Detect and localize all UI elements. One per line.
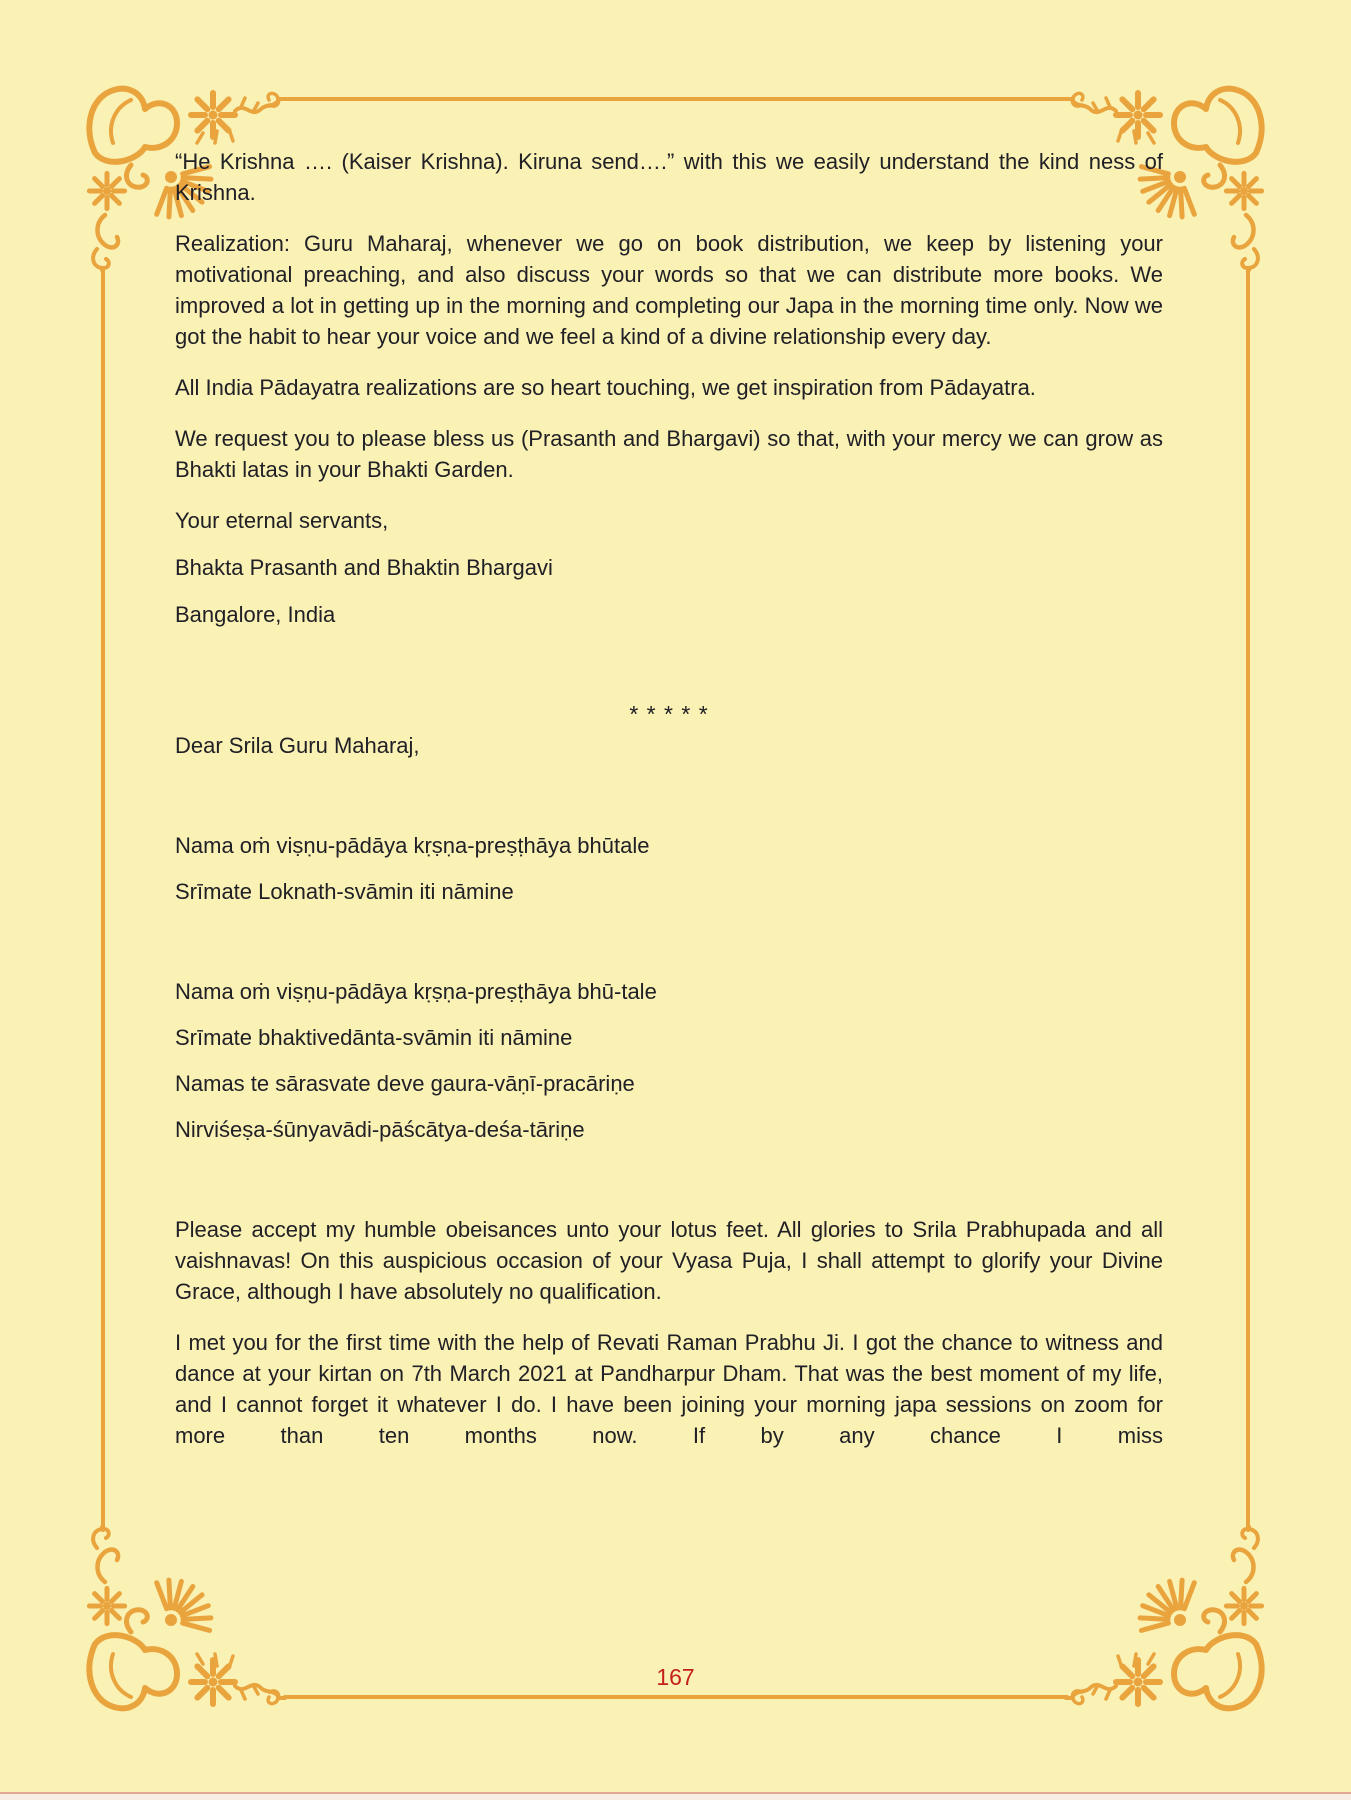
- paragraph: “He Krishna …. (Kaiser Krishna). Kiruna send….” with this we easily understand the kind ness of Krishna.: [175, 149, 1163, 205]
- paragraph: We request you to please bless us (Prasanth and Bhargavi) so that, with your mercy we can grow as Bhakti latas in your Bhakti Garden.: [175, 426, 1163, 482]
- verse-line: Srīmate bhaktivedānta-svāmin iti nāmine: [175, 1025, 573, 1050]
- verse-line: Srīmate Loknath-svāmin iti nāmine: [175, 879, 514, 904]
- frame-rule-left: [101, 266, 105, 1532]
- letter-1-signatories: Bhakta Prasanth and Bhaktin Bhargavi: [175, 555, 553, 580]
- verse-line: Nama oṁ viṣṇu-pādāya kṛṣṇa-preṣṭhāya bhū-tale: [175, 979, 657, 1004]
- paragraph: Realization: Guru Maharaj, whenever we go on book distribution, we keep by listening your motivational preaching, and also discuss your words so that we can distribute more books. We improved a lot in getting up in the morning and completing our Japa in the morning time only. Now we got the habit to hear your voice and we feel a kind of a divine relationship every day.: [175, 231, 1163, 349]
- sanskrit-verse-2: [175, 976, 1163, 1145]
- paragraph: I met you for the first time with the help of Revati Raman Prabhu Ji. I got the chance to witness and dance at your kirtan on 7th March 2021 at Pandharpur Dham. That was the best moment of my life, and I cannot forget it whatever I do. I have been joining your morning japa sessions on zoom for more than ten months now. If by any chance I miss: [175, 1330, 1163, 1448]
- paragraph: All India Pādayatra realizations are so heart touching, we get inspiration from Pādayatra.: [175, 375, 1036, 400]
- letter-1-body: [175, 146, 1163, 505]
- sanskrit-verse-1: [175, 830, 1163, 907]
- letter-1-closing: Your eternal servants,: [175, 508, 389, 533]
- verse-line: Nirviśeṣa-śūnyavādi-pāścātya-deśa-tāriṇe: [175, 1117, 585, 1142]
- page-text-column: [175, 146, 1163, 1451]
- page-number: 167: [656, 1664, 695, 1690]
- letter-2-salutation: Dear Srila Guru Maharaj,: [175, 733, 420, 758]
- frame-rule-right: [1246, 266, 1250, 1532]
- letter-1-location: Bangalore, India: [175, 602, 336, 627]
- frame-rule-top: [283, 97, 1069, 101]
- verse-line: Namas te sārasvate deve gaura-vāṇī-pracāriṇe: [175, 1071, 635, 1096]
- verse-line: Nama oṁ viṣṇu-pādāya kṛṣṇa-preṣṭhāya bhūtale: [175, 833, 650, 858]
- asterisk-separator: * * * * *: [629, 701, 709, 727]
- frame-rule-bottom: [283, 1695, 1069, 1699]
- page-bottom-edge: [0, 1792, 1351, 1800]
- letter-2-body: [175, 1214, 1163, 1451]
- paragraph: Please accept my humble obeisances unto your lotus feet. All glories to Srila Prabhupada and all vaishnavas! On this auspicious occasion of your Vyasa Puja, I shall attempt to glorify your Divine Grace, although I have absolutely no qualification.: [175, 1217, 1163, 1304]
